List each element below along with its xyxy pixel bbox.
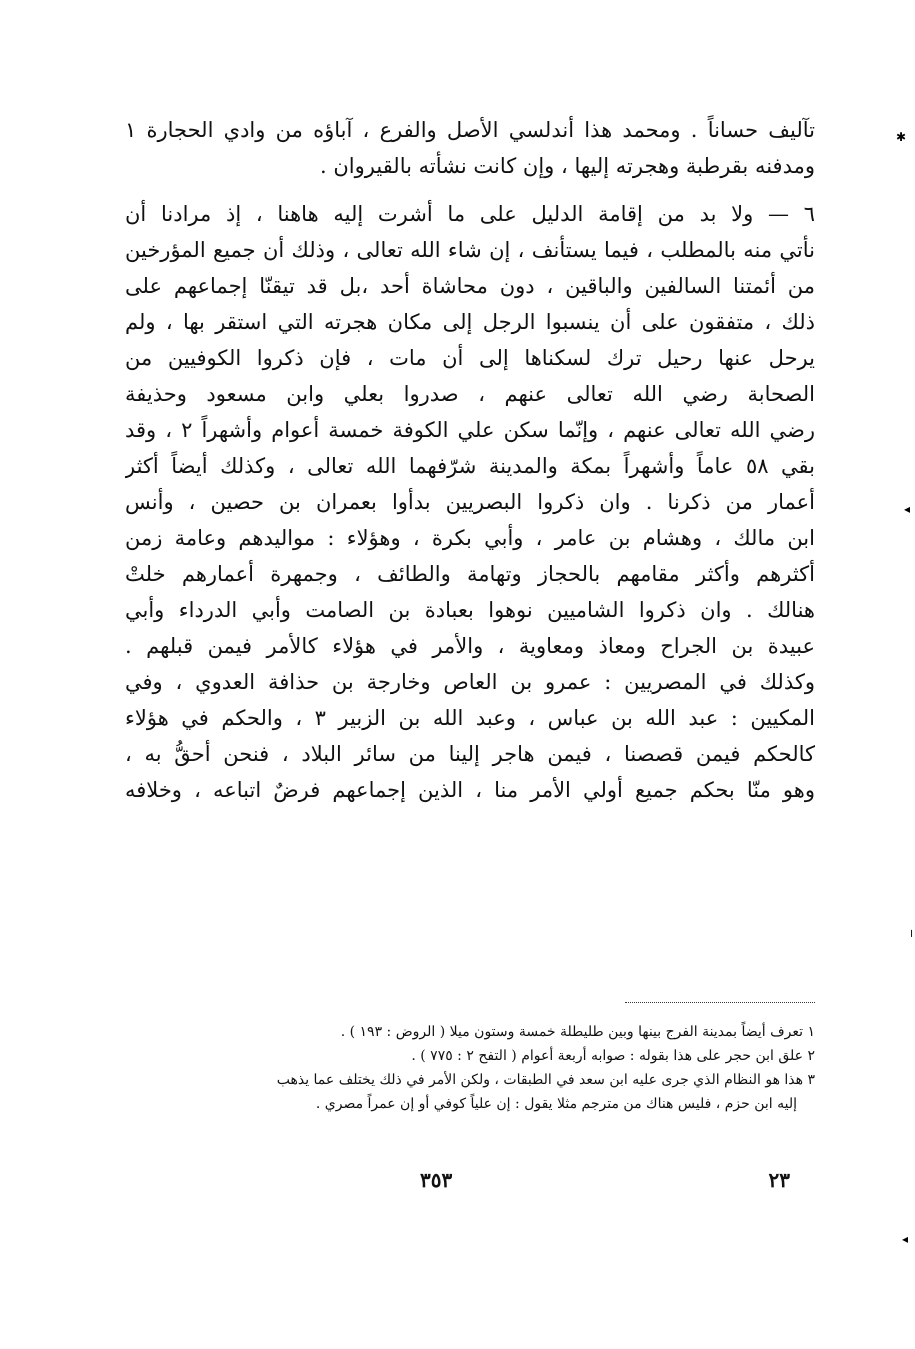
footnotes xyxy=(125,1020,815,1116)
text-line: الصحابة رضي الله تعالى عنهم ، صدروا بعلي وابن مسعود وحذيفة xyxy=(125,382,815,406)
margin-mark-icon: ✱ xyxy=(896,130,907,144)
footnote-3-continued: إليه ابن حزم ، فليس هناك من مترجم مثلا يقول : إن علياً كوفي أو إن عمراً مصري . xyxy=(315,1096,797,1112)
footnote-separator xyxy=(625,1002,815,1003)
text-line: ابن مالك ، وهشام بن عامر ، وأبي بكرة ، وهؤلاء : مواليدهم وعامة زمن xyxy=(125,526,815,550)
text-line: ذلك ، متفقون على أن ينسبوا الرجل إلى مكان هجرته التي استقر بها ، ولم xyxy=(125,310,815,334)
text-line: وهو منّا بحكم جميع أولي الأمر منا ، الذين إجماعهم فرضٌ اتباعه ، وخلافه xyxy=(125,778,815,802)
margin-mark-icon: ◂ xyxy=(904,502,911,516)
text-line: ٦ — ولا بد من إقامة الدليل على ما أشرت إليه هاهنا ، إذ مرادنا أن xyxy=(125,202,815,226)
main-text xyxy=(125,112,815,808)
page-number-right: ٢٣ xyxy=(768,1168,790,1192)
text-line: يرحل عنها رحيل ترك لسكناها إلى أن مات ، فإن ذكروا الكوفيين من xyxy=(125,346,815,370)
text-line: أعمار من ذكرنا . وان ذكروا البصريين بدأوا بعمران بن حصين ، وأنس xyxy=(125,490,815,514)
footnote-1: ١ تعرف أيضاً بمدينة الفرج بينها وبين طليطلة خمسة وستون ميلا ( الروض : ١٩٣ ) . xyxy=(340,1024,815,1040)
margin-mark-icon: ◂ xyxy=(902,1232,909,1246)
page-number-left: ٣٥٣ xyxy=(420,1168,453,1192)
footnote-2: ٢ علق ابن حجر على هذا بقوله : صوابه أربعة أعوام ( التفح ٢ : ٧٧٥ ) . xyxy=(411,1048,815,1064)
footnote-3: ٣ هذا هو النظام الذي جرى عليه ابن سعد في الطبقات ، ولكن الأمر في ذلك يختلف عما يذهب xyxy=(276,1072,815,1088)
text-line: نأتي منه بالمطلب ، فيما يستأنف ، إن شاء الله تعالى ، وذلك أن جميع المؤرخين xyxy=(125,238,815,262)
text-line: تآليف حساناً . ومحمد هذا أندلسي الأصل والفرع ، آباؤه من وادي الحجارة ١ xyxy=(125,118,815,142)
text-line: هنالك . وان ذكروا الشاميين نوهوا بعبادة بن الصامت وأبي الدرداء وأبي xyxy=(125,598,815,622)
text-line: وكذلك في المصريين : عمرو بن العاص وخارجة بن حذافة العدوي ، وفي xyxy=(125,670,815,694)
text-line: بقي ٥٨ عاماً وأشهراً بمكة والمدينة شرّفهما الله تعالى ، وكذلك أيضاً أكثر xyxy=(125,454,815,478)
text-line: عبيدة بن الجراح ومعاذ ومعاوية ، والأمر في هؤلاء كالأمر فيمن قبلهم . xyxy=(125,634,815,658)
text-line: رضي الله تعالى عنهم ، وإنّما سكن علي الكوفة خمسة أعوام وأشهراً ٢ ، وقد xyxy=(125,418,815,442)
text-line: المكيين : عبد الله بن عباس ، وعبد الله بن الزبير ٣ ، والحكم في هؤلاء xyxy=(125,706,815,730)
margin-mark-icon: ╵ xyxy=(908,930,915,944)
text-line: كالحكم فيمن قصصنا ، فيمن هاجر إلينا من سائر البلاد ، فنحن أحقُّ به ، xyxy=(125,742,815,766)
text-line: ومدفنه بقرطبة وهجرته إليها ، وإن كانت نشأته بالقيروان . xyxy=(320,154,815,178)
text-line: من أئمتنا السالفين والباقين ، دون محاشاة أحد ،بل قد تيقنّا إجماعهم على xyxy=(125,274,815,298)
text-line: أكثرهم وأكثر مقامهم بالحجاز وتهامة والطائف ، وجمهرة أعمارهم خلتْ xyxy=(125,562,815,586)
